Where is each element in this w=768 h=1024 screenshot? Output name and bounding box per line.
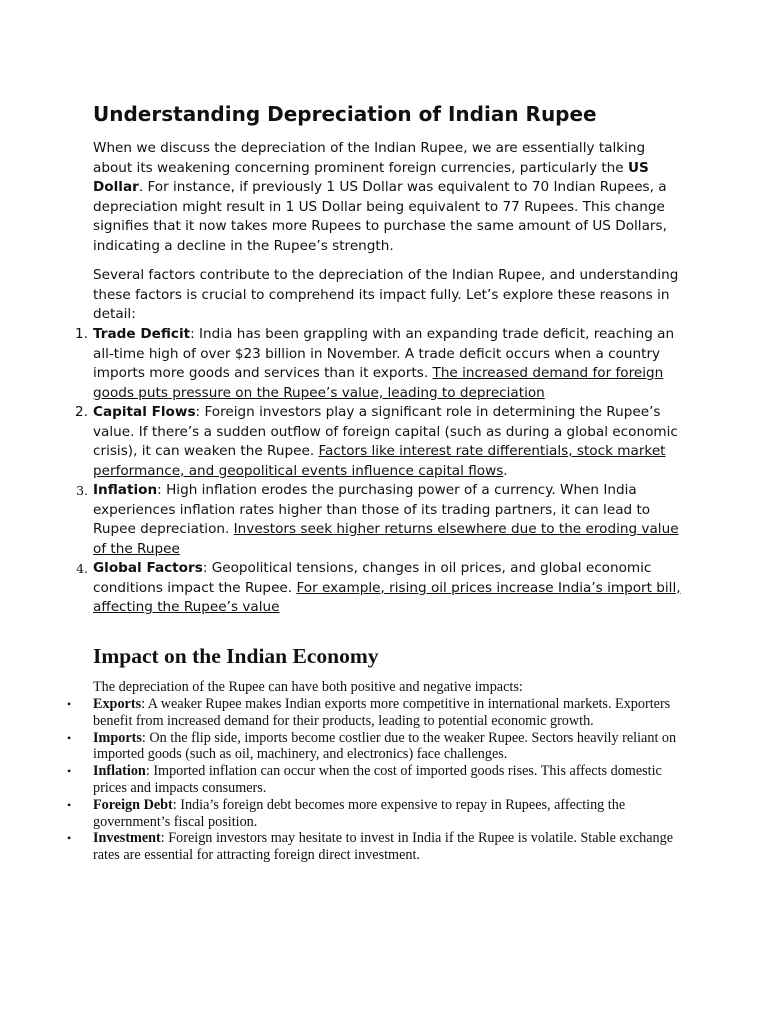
impact-text: : On the flip side, imports become costlier due to the weaker Rupee. Sectors heavily reliant on imported goods (such as oil, machinery, and electronics) face challenges.: [93, 729, 677, 763]
impact-text: : India’s foreign debt becomes more expensive to repay in Rupees, affecting the government’s fiscal position.: [93, 796, 626, 830]
factor-link[interactable]: Factors like interest rate differentials, stock market performance, and geopolitical events influence capital flows: [93, 443, 666, 479]
factor-item-trade-deficit: [75, 325, 683, 403]
impact-text: : Foreign investors may hesitate to invest in India if the Rupee is volatile. Stable exchange rates are essential for attracting foreign direct investment.: [93, 830, 673, 864]
list-number: 4.: [76, 561, 88, 576]
intro-text-c: . For instance, if previously 1 US Dollar was equivalent to 70 Indian Rupees, a depreciation might result in 1 US Dollar being equivalent to 77 Rupees. This change signifies that it now takes more Rupees to purchase the same amount of US Dollars, indicating a decline in the Rupee’s strength.: [93, 179, 667, 254]
factor-term: Trade Deficit: [93, 326, 191, 342]
factor-text: : Foreign investors play a significant role in determining the Rupee’s value. If there’s a sudden outflow of foreign capital (such as during a global economic crisis), it can weaken the Rupee.: [93, 404, 678, 459]
impact-item-inflation: [67, 763, 683, 797]
impact-intro-paragraph: The depreciation of the Rupee can have both positive and negative impacts:: [93, 679, 523, 695]
factor-text: : Geopolitical tensions, changes in oil prices, and global economic conditions impact the Rupee.: [93, 560, 652, 596]
factor-item-capital-flows: [75, 403, 683, 481]
factors-list: [75, 325, 683, 618]
factor-link[interactable]: Investors seek higher returns elsewhere due to the eroding value of the Rupee: [93, 521, 679, 557]
factor-term: Capital Flows: [93, 404, 196, 420]
bullet-icon: •: [67, 730, 72, 745]
factor-link[interactable]: The increased demand for foreign goods puts pressure on the Rupee’s value, leading to depreciation: [93, 365, 664, 401]
impact-item-foreign-debt: [67, 796, 683, 831]
factor-term: Global Factors: [93, 560, 203, 576]
impact-term: Exports: [93, 696, 142, 712]
intro-text-a: When we discuss the depreciation of the Indian Rupee, we are essentially talking about its weakening concerning prominent foreign currencies, particularly the: [93, 140, 646, 176]
factor-item-inflation: [76, 481, 683, 559]
factor-text: : India has been grappling with an expanding trade deficit, reaching an all-time high of over $23 billion in November. A trade deficit occurs when a country imports more goods and services than it exports.: [93, 326, 675, 381]
factor-item-global-factors: [76, 559, 683, 618]
section-heading-impact: Impact on the Indian Economy: [93, 644, 379, 668]
bullet-icon: •: [67, 831, 72, 846]
list-number: 1.: [75, 326, 88, 342]
impacts-list: [67, 696, 683, 864]
impact-text: : A weaker Rupee makes Indian exports more competitive in international markets. Exporters benefit from increased demand for their products, leading to potential economic growth.: [93, 696, 671, 729]
impact-item-imports: [67, 729, 683, 764]
intro-paragraph: [93, 139, 683, 256]
factor-text: : High inflation erodes the purchasing power of a currency. When India experiences inflation rates higher than those of its trading partners, it can lead to Rupee depreciation.: [93, 482, 651, 537]
impact-term: Investment: [93, 830, 161, 847]
factor-tail: .: [503, 462, 508, 479]
page-title: Understanding Depreciation of Indian Rupee: [93, 102, 597, 126]
factor-term: Inflation: [93, 482, 158, 498]
list-number: 2.: [75, 404, 88, 420]
impact-term: Inflation: [93, 763, 146, 780]
factor-link[interactable]: For example, rising oil prices increase India’s import bill, affecting the Rupee’s value: [93, 579, 681, 615]
bullet-icon: •: [67, 764, 72, 779]
impact-term: Imports: [93, 729, 142, 746]
bullet-icon: •: [67, 697, 72, 711]
impact-text: : Imported inflation can occur when the cost of imported goods rises. This affects domestic prices and impacts consumers.: [93, 763, 662, 796]
bullet-icon: •: [67, 797, 72, 812]
impact-item-exports: [67, 696, 683, 730]
list-number: 3.: [76, 483, 88, 498]
factors-intro-paragraph: Several factors contribute to the depreciation of the Indian Rupee, and understanding these factors is crucial to comprehend its impact fully. Let’s explore these reasons in detail:: [93, 267, 679, 322]
intro-bold-us-dollar: US Dollar: [93, 159, 649, 195]
impact-term: Foreign Debt: [93, 796, 173, 813]
impact-item-investment: [67, 830, 683, 864]
